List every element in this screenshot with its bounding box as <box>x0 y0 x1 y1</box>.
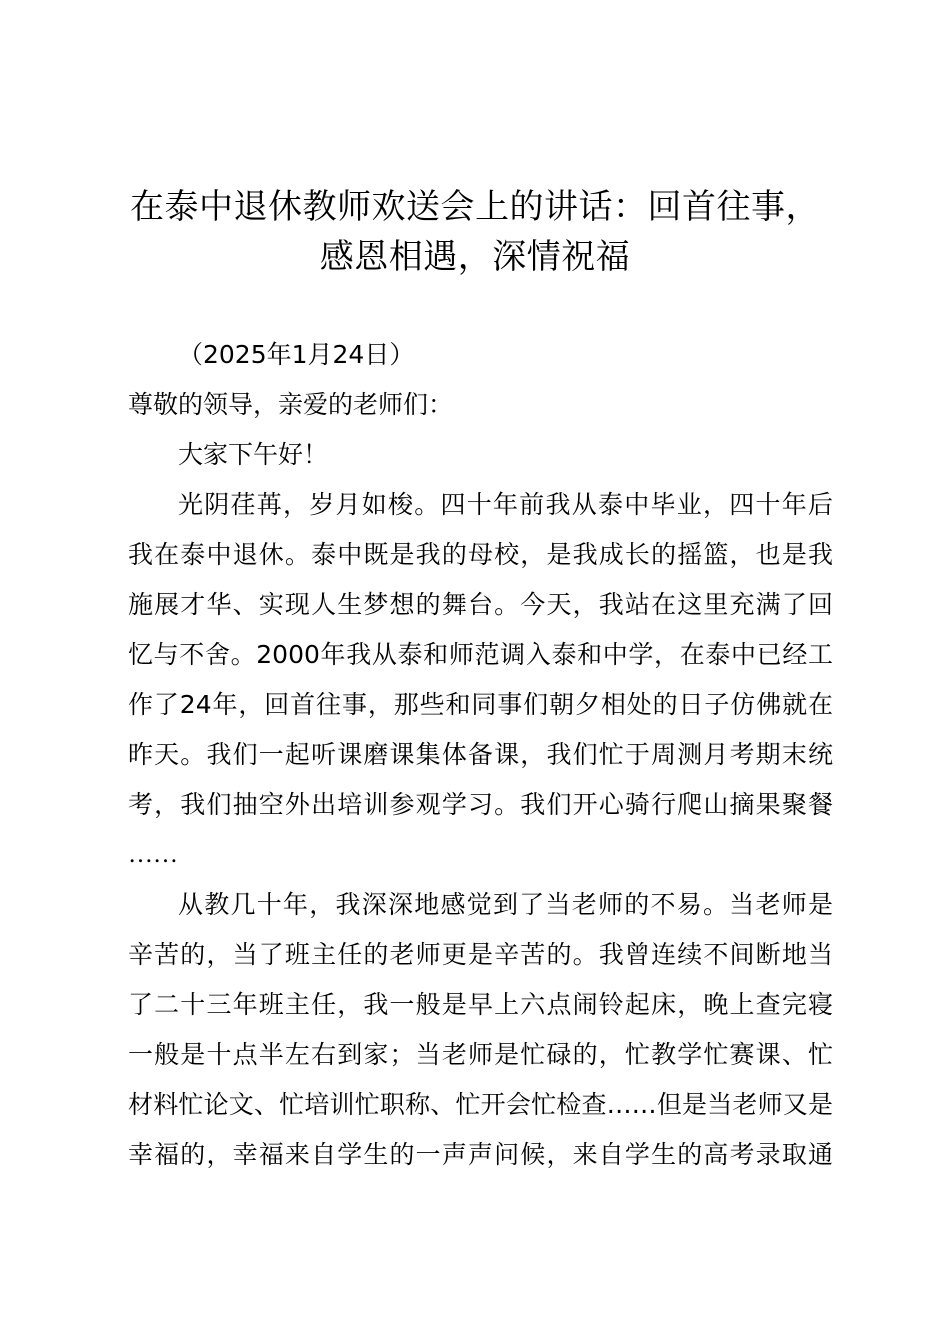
paragraph-1-line: 我在泰中退休。泰中既是我的母校，是我成长的摇篮，也是我 <box>128 540 833 569</box>
document-title-line-2: 感恩相遇，深情祝福 <box>319 237 631 277</box>
document-date: （2025年1月24日） <box>178 340 415 369</box>
paragraph-1-line: 光阴荏苒，岁月如梭。四十年前我从泰中毕业，四十年后 <box>178 490 833 519</box>
paragraph-2-line: 一般是十点半左右到家；当老师是忙碌的，忙教学忙赛课、忙 <box>128 1040 833 1069</box>
paragraph-1-line: 忆与不舍。2000年我从泰和师范调入泰和中学，在泰中已经工 <box>128 640 833 669</box>
paragraph-1-line: …… <box>128 841 178 868</box>
paragraph-2-line: 材料忙论文、忙培训忙职称、忙开会忙检查……但是当老师又是 <box>128 1090 833 1119</box>
greeting: 大家下午好！ <box>178 440 329 469</box>
paragraph-2-line: 了二十三年班主任，我一般是早上六点闹铃起床，晚上查完寝 <box>128 990 833 1019</box>
paragraph-1-line: 昨天。我们一起听课磨课集体备课，我们忙于周测月考期末统 <box>128 740 833 769</box>
paragraph-1-line: 作了24年，回首往事，那些和同事们朝夕相处的日子仿佛就在 <box>128 690 833 719</box>
document-title-line-1: 在泰中退休教师欢送会上的讲话：回首往事， <box>130 187 820 227</box>
paragraph-1-line: 施展才华、实现人生梦想的舞台。今天，我站在这里充满了回 <box>128 590 833 619</box>
paragraph-2-line: 从教几十年，我深深地感觉到了当老师的不易。当老师是 <box>178 890 833 919</box>
paragraph-1-line: 考，我们抽空外出培训参观学习。我们开心骑行爬山摘果聚餐 <box>128 790 833 819</box>
paragraph-2-line: 幸福的，幸福来自学生的一声声问候，来自学生的高考录取通 <box>128 1140 833 1169</box>
salutation: 尊敬的领导，亲爱的老师们： <box>128 390 454 419</box>
paragraph-2-line: 辛苦的，当了班主任的老师更是辛苦的。我曾连续不间断地当 <box>128 940 833 969</box>
